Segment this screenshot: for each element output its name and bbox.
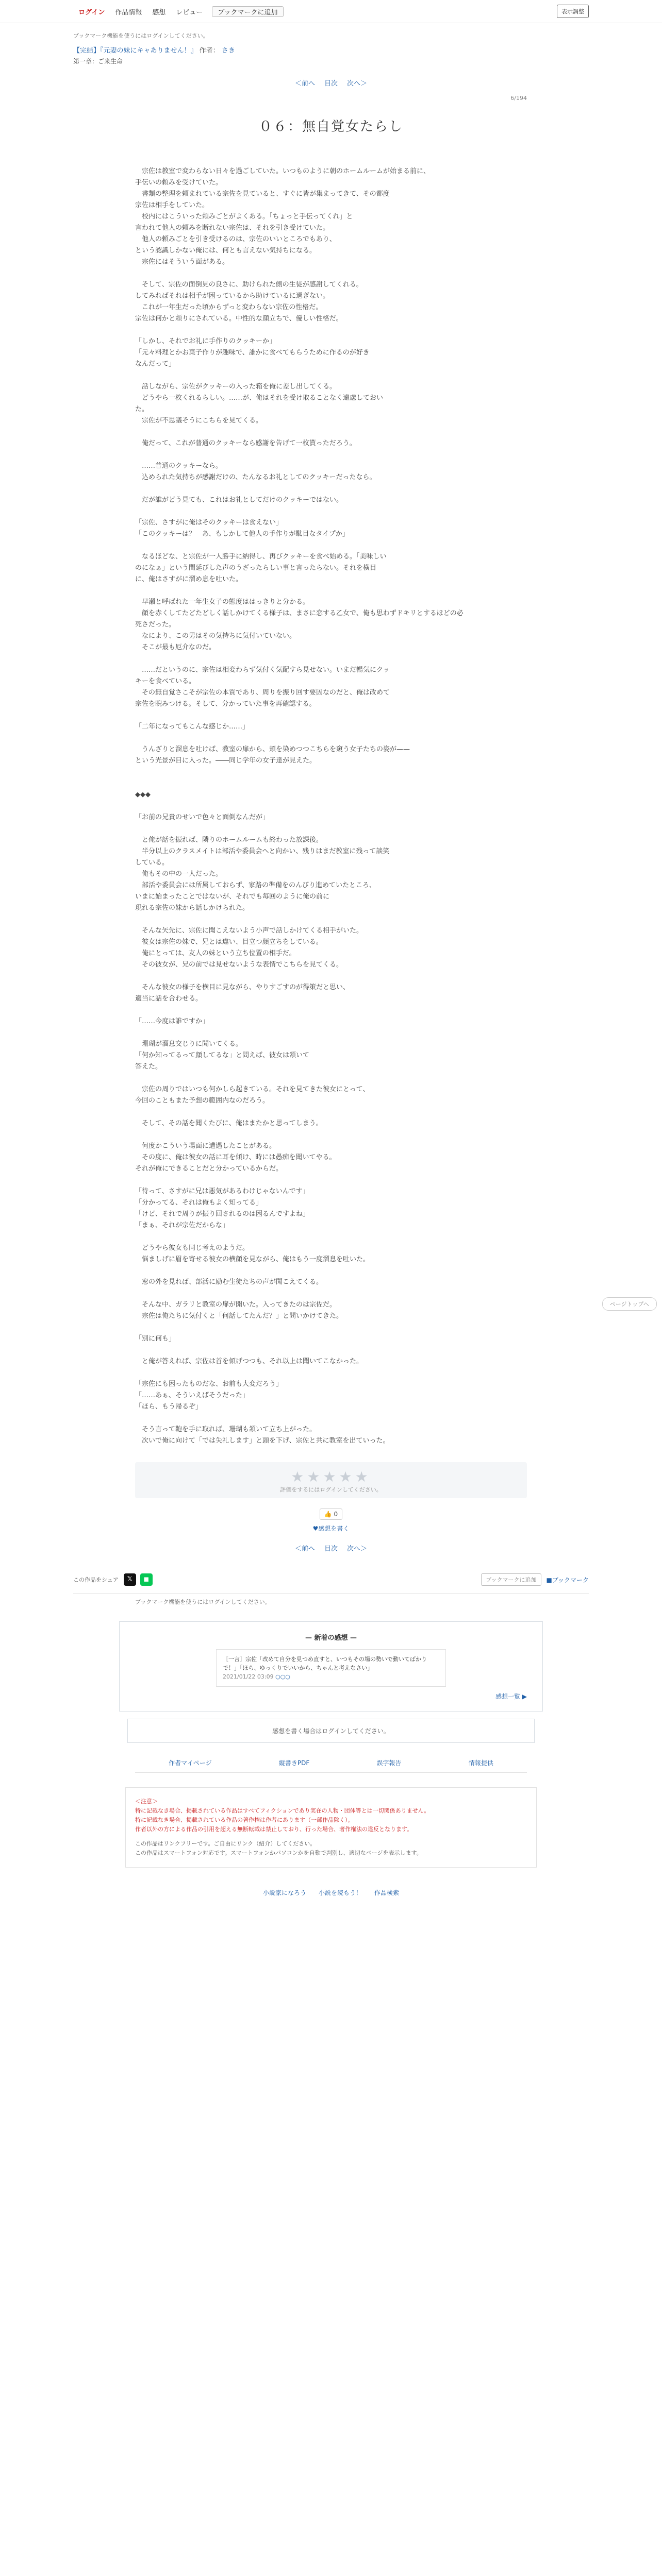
novel-line: 次いで俺に向けて「では失礼します」と頭を下げ、宗佐と共に教室を出ていった。 (135, 1437, 390, 1445)
novel-line: いまに始まったことではないが、それでも毎回のように俺の前に (135, 893, 330, 901)
blank-line (135, 1413, 527, 1424)
novel-line: 宗佐は相手をしていた。 (135, 201, 209, 209)
notice-red-3: 作者以外の方による作品の引用を超える無断転載は禁止しており、行った場合、著作権法の違反となります。 (135, 1826, 413, 1833)
novel-line: 宗佐が不思議そうにこちらを見てくる。 (135, 417, 263, 425)
novel-line: 込められた気持ちが感謝だけの、たんなるお礼としてのクッキーだったなら。 (135, 473, 376, 481)
next-link[interactable]: 次へ＞ (347, 80, 368, 88)
prev-link-bottom[interactable]: ＜前へ (294, 1545, 315, 1553)
login-notice: ブックマーク機能を使うにはログインしてください。 (73, 32, 209, 39)
novel-line: 「……今度は誰ですか」 (135, 1018, 209, 1025)
novel-line: 悩ましげに眉を寄せる彼女の横顔を見ながら、俺はもう一度溜息を吐いた。 (135, 1256, 370, 1263)
share-label: この作品をシェア (73, 1577, 119, 1583)
novel-line: 書類の整理を頼まれている宗佐を見ていると、すぐに皆が集まってきて、その都度 (135, 190, 390, 198)
novel-line: 「何か知ってるって顔してるな」と問えば、彼女は頷いて (135, 1052, 310, 1059)
share-bar (73, 1573, 589, 1594)
chapter-title: ０６：無自覚女たらし (258, 119, 403, 134)
novel-line: どうやら彼女も同じ考えのようだ。 (135, 1244, 250, 1252)
novel-line: 「待って、さすがに兄は悪気があるわけじゃないんです」 (135, 1188, 309, 1195)
novel-line: という光景が目に入った。――同じ学年の女子達が見えた。 (135, 757, 317, 765)
nav-impressions[interactable]: 感想 (152, 8, 166, 16)
novel-line: 「ほら、もう帰るぞ」 (135, 1403, 203, 1411)
pdf-link[interactable]: 縦書きPDF (278, 1759, 310, 1767)
novel-line: 「……あぁ、そういえばそうだった」 (135, 1392, 249, 1399)
novel-line: それが俺にできることだと分かっているからだ。 (135, 1165, 283, 1173)
novel-line: だが誰がどう見ても、これはお礼としてだけのクッキーではない。 (135, 496, 343, 504)
novel-line: 校内にはこういった頼みごとがよくある。「ちょっと手伝ってくれ」と (135, 213, 353, 221)
novel-line: そんな彼女の様子を横目に見ながら、やりすごすのが得策だと思い、 (135, 984, 350, 991)
novel-line: 何度かこういう場面に遭遇したことがある。 (135, 1142, 276, 1150)
novel-line: どうやら一枚くれるらしい。……が、俺はそれを受け取ることなく遠慮しておい (135, 394, 384, 402)
novel-line: 言われて他人の頼みを断れない宗佐は、それを引き受けていた。 (135, 224, 330, 232)
blank-line (135, 449, 527, 461)
recent-heading: — 新着の感想 — (305, 1634, 357, 1642)
novel-line: 手伝いの頼みを受けていた。 (135, 179, 223, 187)
novel-line: 話しながら、宗佐がクッキーの入った箱を俺に差し出してくる。 (135, 383, 337, 391)
novel-line: そんな中、ガラリと教室の扉が開いた。入ってきたのは宗佐だ。 (135, 1301, 337, 1309)
novel-line: その無自覚さこそが宗佐の本質であり、周りを振り回す要因なのだと、俺は改めて (135, 689, 390, 697)
line-share-icon[interactable]: ◼ (140, 1573, 153, 1586)
novel-line: 俺だって、これが普通のクッキーなら感謝を告げて一枚貰っただろう。 (135, 439, 356, 447)
blank-line (135, 1265, 527, 1277)
star-rating[interactable]: ★★★★★ (291, 1468, 371, 1485)
pager-bottom (135, 1543, 527, 1553)
site-footer (0, 1888, 662, 1897)
rating-note: 評価をするにはログインしてください。 (280, 1486, 382, 1493)
bookmark-button[interactable]: ブックマークに追加 (212, 6, 283, 17)
blank-line (135, 1073, 527, 1084)
novel-line: 宗佐は俺たちに気付くと「何話してたんだ？」と問いかけてきた。 (135, 1312, 343, 1320)
novel-line: 窓の外を見れば、部活に励む生徒たちの声が聞こえてくる。 (135, 1278, 323, 1286)
blank-line (135, 1107, 527, 1118)
blank-line (135, 767, 527, 778)
blank-line (135, 733, 527, 744)
novel-line: 他人の頼みごとを引き受けるのは、宗佐のいいところでもあり、 (135, 235, 336, 243)
blank-line (135, 1231, 527, 1243)
novel-line: 部活や委員会には所属しておらず、家路の準備をのんびり進めていたところ、 (135, 882, 376, 889)
blank-line (135, 427, 527, 438)
novel-line: 彼女は宗佐の妹で、兄とは違い、目立つ顔立ちをしている。 (135, 938, 323, 946)
novel-line: 俺にとっては、友人の妹という立ち位置の相手だ。 (135, 950, 296, 957)
novel-line: 「元々料理とかお菓子作りが趣味で、誰かに食べてもらうために作るのが好き (135, 349, 370, 357)
like-button[interactable]: 👍 0 (320, 1509, 342, 1520)
x-share-icon[interactable]: 𝕏 (124, 1573, 136, 1586)
blank-line (135, 1288, 527, 1299)
notice-grey-1: この作品はリンクフリーです。ご自由にリンク（紹介）してください。 (135, 1840, 316, 1847)
review-card (216, 1649, 446, 1687)
pager-top (0, 78, 662, 88)
notice-red-1: 特に記載なき場合、掲載されている作品はすべてフィクションであり実在の人物・団体等とは一切関係ありません。 (135, 1807, 430, 1814)
display-settings-button[interactable]: 表示調整 (557, 5, 589, 18)
novel-line: そんな矢先に、宗佐に聞こえないよう小声で話しかけてくる相手がいた。 (135, 927, 363, 935)
toc-link[interactable]: 目次 (324, 80, 338, 88)
novel-line: なるほどな、と宗佐が一人勝手に納得し、再びクッキーを食べ始める。「美味しい (135, 553, 387, 561)
page-top-button[interactable]: ページトップへ (602, 1297, 657, 1311)
novel-line: と俺が答えれば、宗佐は首を傾げつつも、それ以上は聞いてこなかった。 (135, 1358, 363, 1365)
novel-line: その度に、俺は彼女の話に耳を傾け、時には愚痴を聞いてやる。 (135, 1154, 336, 1161)
novel-line: 現れる宗佐の妹から話しかけられた。 (135, 904, 250, 912)
footer-links (135, 1758, 527, 1773)
novel-line: のになぁ」という間延びした声のうざったらしい事と言ったらない。それを横目 (135, 564, 377, 572)
novel-line: 「お前の兄貴のせいで色々と面倒なんだが」 (135, 814, 270, 821)
blank-line (135, 914, 527, 925)
novel-line: 「けど、それで周りが振り回されるのは困るんですよね」 (135, 1210, 310, 1218)
novel-line: 死さだった。 (135, 621, 176, 629)
legal-notice (125, 1787, 537, 1868)
novel-line: 早瀬と呼ばれた一年生女子の態度ははっきりと分かる。 (135, 598, 310, 606)
novel-line: 半分以上のクラスメイトは部活や委員会へと向かい、残りはまだ教室に残って談笑 (135, 848, 390, 855)
header-nav (73, 6, 284, 17)
novel-line: 珊瑚が溜息交じりに聞いてくる。 (135, 1040, 243, 1048)
series-line (73, 45, 589, 55)
novel-line: に、俺はさすがに溜め息を吐いた。 (135, 575, 243, 583)
blank-line (135, 710, 527, 721)
typo-report-link[interactable]: 誤字報告 (376, 1759, 402, 1767)
novel-line: そして、宗佐の面倒見の良さに、助けられた側の生徒が感謝してくれる。 (135, 281, 363, 289)
like-area (135, 1509, 527, 1533)
review-text: ［一言］宗佐「改めて自分を見つめ直すと、いつもその場の勢いで動いてばかりで！」「ほら、ゆっくりでいいから、ちゃんと考えなさい」 (223, 1656, 427, 1671)
author-label: 作者： (199, 47, 220, 55)
blank-line (135, 778, 527, 789)
info-link[interactable]: 情報提供 (468, 1759, 493, 1767)
blank-line (135, 801, 527, 812)
impressions-more-link[interactable]: 感想一覧 ▶ (495, 1693, 527, 1700)
novel-line: その彼女が、兄の前では見せないような表情でこちらを見てくる。 (135, 961, 343, 969)
bookmark-link[interactable]: ■ブックマーク (546, 1576, 589, 1584)
blank-line (135, 823, 527, 835)
series-title[interactable]: 【完結】『元妻の妹にキャありません！』 (73, 47, 197, 55)
blank-line (135, 483, 527, 495)
novel-line: 「別に何も」 (135, 1335, 176, 1343)
novel-line: 顔を赤くしてたどたどしく話しかけてくる様子は、まさに恋する乙女で、俺も思わずドキリとするほどの必 (135, 609, 464, 617)
novel-line: 俺もその中の一人だった。 (135, 870, 223, 878)
novel-line: なにより、この男はその気持ちに気付いていない。 (135, 632, 296, 640)
novel-line: 宗佐は何かと頼りにされている。中性的な顔立ちで、優しい性格だ。 (135, 315, 343, 323)
notice-grey-2: この作品はスマートフォン対応です。スマートフォンかパソコンかを自動で判別し、適切なページを表示します。 (135, 1850, 422, 1856)
author-name[interactable]: さき (221, 47, 235, 55)
blank-line (135, 1129, 527, 1141)
prev-link[interactable]: ＜前へ (294, 80, 315, 88)
nav-login[interactable]: ログイン (78, 8, 105, 16)
footer-link-2[interactable]: 小説を読もう！ (318, 1889, 362, 1896)
novel-line: 「宗佐、さすがに俺はそのクッキーは食えない」 (135, 519, 283, 527)
blank-line (135, 1175, 527, 1186)
chapter-group: 第一章：ご来生命 (73, 58, 123, 65)
bookmark-notice: ブックマーク機能を使うにはログインしてください。 (135, 1599, 271, 1605)
novel-line: 「しかし、それでお礼に手作りのクッキーか」 (135, 337, 276, 345)
novel-line: 「宗佐にも困ったものだな、お前も大変だろう」 (135, 1380, 283, 1388)
blank-line (135, 1345, 527, 1356)
novel-line: そして、その話を聞くたびに、俺はまたかと思ってしまう。 (135, 1120, 323, 1127)
blank-line (135, 540, 527, 551)
rating-box (135, 1462, 527, 1498)
novel-line: た。 (135, 405, 149, 413)
novel-line: 「まぁ、それが宗佐だからな」 (135, 1222, 229, 1229)
blank-line (135, 1367, 527, 1379)
novel-line: うんざりと溜息を吐けば、教室の扉から、頬を染めつつこちらを窺う女子たちの姿が—— (135, 745, 410, 753)
novel-line: 適当に話を合わせる。 (135, 995, 203, 1003)
novel-line: 宗佐は教室で変わらない日々を過ごしていた。いつものように朝のホームルームが始まる前に、 (135, 167, 431, 175)
blank-line (135, 506, 527, 517)
toc-link-bottom[interactable]: 目次 (324, 1545, 338, 1553)
top-bar (0, 0, 662, 23)
novel-line: そう言って鞄を手に取れば、珊瑚も頷いて立ち上がった。 (135, 1426, 317, 1433)
blank-line (135, 971, 527, 982)
novel-line: なんだって」 (135, 360, 176, 368)
notice-title: ＜注意＞ (135, 1798, 158, 1805)
blank-line (135, 325, 527, 336)
footer-link-1[interactable]: 小説家になろう (262, 1889, 306, 1896)
novel-line: している。 (135, 859, 169, 867)
novel-line: してみればそれは相手が困っているから助けているに過ぎない。 (135, 292, 330, 300)
novel-line: これが一年生だった頃からずっと変わらない宗佐の性格だ。 (135, 303, 323, 311)
novel-line: 「分かってる、それは俺もよく知ってる」 (135, 1199, 263, 1207)
nav-info[interactable]: 作品情報 (115, 8, 142, 16)
blank-line (135, 585, 527, 597)
novel-body (135, 166, 527, 1447)
review-date: 2021/01/22 03:09 (223, 1673, 274, 1680)
novel-line: と俺が話を振れば、隣りのホームルームも終わった放課後。 (135, 836, 323, 844)
blank-line (135, 1005, 527, 1016)
write-impression-link[interactable]: ♥感想を書く (312, 1525, 350, 1532)
novel-line: 宗佐を睨みつける。そして、分かっていた事を再確認する。 (135, 700, 316, 708)
blank-line (135, 370, 527, 381)
next-link-bottom[interactable]: 次へ＞ (347, 1545, 368, 1553)
nav-review[interactable]: レビュー (176, 8, 203, 16)
page-number: 6/194 (510, 95, 527, 101)
novel-line: 今回のこともまた予想の範囲内なのだろう。 (135, 1097, 270, 1105)
review-author[interactable]: ○○○ (275, 1673, 290, 1680)
share-bookmark-button[interactable]: ブックマークに追加 (481, 1573, 541, 1586)
blank-line (135, 653, 527, 665)
blank-line (135, 268, 527, 279)
blank-line (135, 1322, 527, 1333)
blank-line (135, 1027, 527, 1039)
novel-line: ……だというのに、宗佐は相変わらず気付く気配すら見せない。いまだ暢気にクッ (135, 666, 390, 674)
novel-line: 「二年になってもこんな感じか……」 (135, 723, 250, 731)
notice-red-2: 特に記載なき場合、掲載されている作品の著作権は作者にあります（一部作品除く）。 (135, 1817, 354, 1823)
novel-line: 「このクッキーは？ あ、もしかして他人の手作りが駄目なタイプか」 (135, 530, 349, 538)
novel-line: ……普通のクッキーなら。 (135, 462, 223, 470)
footer-link-3[interactable]: 作品検索 (374, 1889, 400, 1896)
novel-line: キーを食べている。 (135, 677, 196, 685)
novel-line: 答えた。 (135, 1063, 162, 1071)
author-page-link[interactable]: 作者マイページ (169, 1759, 212, 1767)
novel-meta (73, 23, 589, 65)
novel-line: 宗佐にはそういう面がある。 (135, 258, 229, 266)
novel-line: 宗佐の周りではいつも何かしら起きている。それを見てきた彼女にとって、 (135, 1086, 370, 1093)
write-impression-box: 感想を書く場合はログインしてください。 (127, 1719, 535, 1743)
novel-line: そこが最も厄介なのだ。 (135, 643, 216, 651)
novel-line: ◆◆◆ (135, 791, 151, 799)
recent-impressions (119, 1621, 543, 1711)
novel-line: という認識しかない俺には、何とも言えない気持ちになる。 (135, 247, 317, 255)
